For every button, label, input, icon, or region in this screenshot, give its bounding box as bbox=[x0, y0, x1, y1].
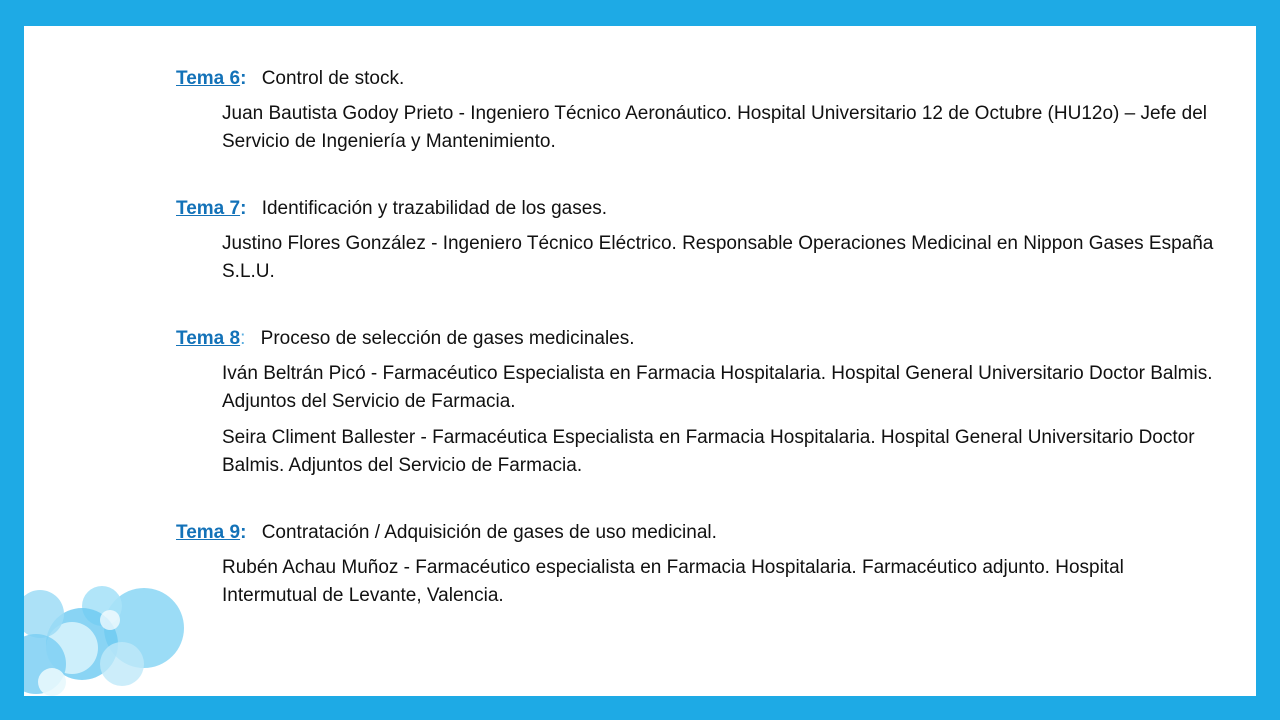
topic-title: Control de stock. bbox=[261, 68, 405, 89]
tema-8-link[interactable]: Tema 8 bbox=[176, 328, 241, 349]
speaker: Rubén Achau Muñoz - Farmacéutico especialista en Farmacia Hospitalaria. Farmacéutico adjunto. Hospital Intermutual de Levante, Valencia. bbox=[222, 557, 1124, 606]
topic-list bbox=[176, 66, 1216, 650]
topic-heading: Tema 8: Proceso de selección de gases medicinales. bbox=[176, 328, 635, 349]
bubbles-decoration bbox=[24, 586, 194, 696]
slide bbox=[24, 26, 1256, 696]
topic-6 bbox=[176, 66, 1216, 156]
topic-8 bbox=[176, 326, 1216, 480]
topic-title: Proceso de selección de gases medicinales. bbox=[260, 328, 635, 349]
topic-title: Contratación / Adquisición de gases de uso medicinal. bbox=[261, 522, 717, 543]
tema-9-link[interactable]: Tema 9 bbox=[176, 522, 241, 543]
speaker: Seira Climent Ballester - Farmacéutica Especialista en Farmacia Hospitalaria. Hospital General Universitario Doctor Balmis. Adjuntos del Servicio de Farmacia. bbox=[222, 427, 1195, 476]
tema-6-link[interactable]: Tema 6 bbox=[176, 68, 241, 89]
tema-7-link[interactable]: Tema 7 bbox=[176, 198, 241, 219]
topic-7 bbox=[176, 196, 1216, 286]
topic-9 bbox=[176, 520, 1216, 610]
speaker: Juan Bautista Godoy Prieto - Ingeniero Técnico Aeronáutico. Hospital Universitario 12 de Octubre (HU12o) – Jefe del Servicio de Ingeniería y Mantenimiento. bbox=[222, 103, 1208, 152]
topic-title: Identificación y trazabilidad de los gases. bbox=[261, 198, 608, 219]
speaker: Iván Beltrán Picó - Farmacéutico Especialista en Farmacia Hospitalaria. Hospital General Universitario Doctor Balmis. Adjuntos del Servicio de Farmacia. bbox=[222, 363, 1213, 412]
topic-heading: Tema 9: Contratación / Adquisición de gases de uso medicinal. bbox=[176, 522, 717, 543]
speaker: Justino Flores González - Ingeniero Técnico Eléctrico. Responsable Operaciones Medicinal en Nippon Gases España S.L.U. bbox=[222, 233, 1214, 282]
topic-heading: Tema 6: Control de stock. bbox=[176, 68, 405, 89]
topic-heading: Tema 7: Identificación y trazabilidad de los gases. bbox=[176, 198, 608, 219]
